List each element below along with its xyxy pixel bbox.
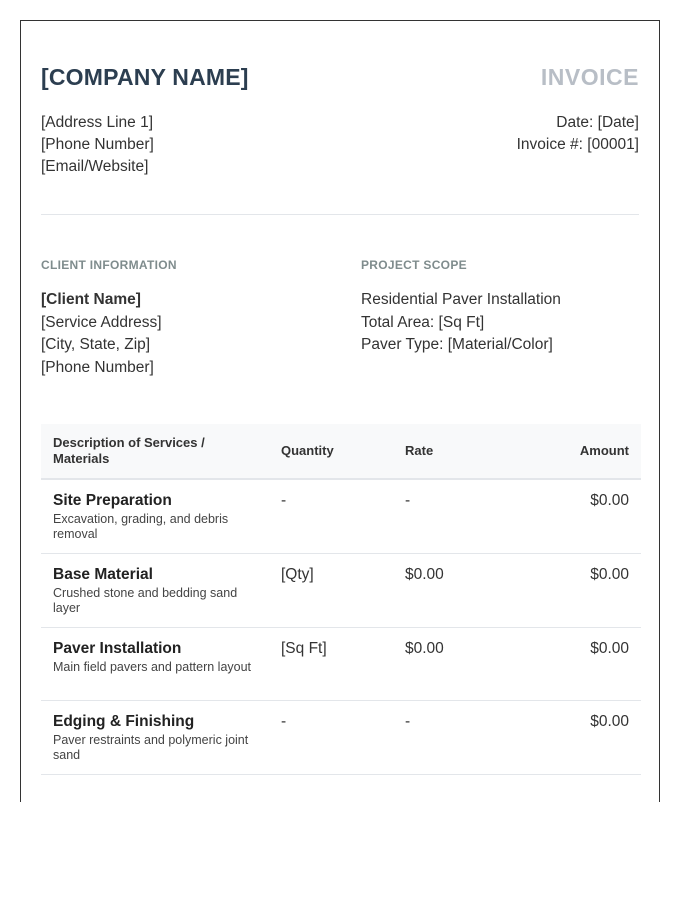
company-info xyxy=(41,112,154,178)
row-amount: $0.00 xyxy=(517,701,641,775)
invoice-title: INVOICE xyxy=(540,64,639,90)
row-description xyxy=(41,628,269,701)
company-address: [Address Line 1] xyxy=(41,114,154,131)
header-amount: Amount xyxy=(517,424,641,479)
row-description xyxy=(41,554,269,628)
row-quantity: [Sq Ft] xyxy=(269,628,393,701)
row-rate: $0.00 xyxy=(393,554,517,628)
company-phone: [Phone Number] xyxy=(41,136,154,153)
invoice-header xyxy=(41,64,639,94)
row-quantity: - xyxy=(269,479,393,554)
item-description: Crushed stone and bedding sand layer xyxy=(53,586,238,615)
header-quantity: Quantity xyxy=(269,424,393,479)
row-rate: - xyxy=(393,479,517,554)
invoice-meta xyxy=(517,112,639,156)
row-amount: $0.00 xyxy=(517,554,641,628)
table-row xyxy=(41,479,641,554)
project-scope-label: PROJECT SCOPE xyxy=(361,258,467,272)
item-name: Edging & Finishing xyxy=(53,713,195,730)
item-name: Base Material xyxy=(53,566,153,583)
client-city: [City, State, Zip] xyxy=(41,336,151,353)
client-address: [Service Address] xyxy=(41,313,162,331)
row-amount: $0.00 xyxy=(517,479,641,554)
item-name: Site Preparation xyxy=(53,492,172,509)
client-phone: [Phone Number] xyxy=(41,358,154,376)
header-divider xyxy=(41,214,639,215)
company-email: [Email/Website] xyxy=(41,158,149,175)
row-quantity: [Qty] xyxy=(269,554,393,628)
client-info-label: CLIENT INFORMATION xyxy=(41,258,177,272)
invoice-number: Invoice #: [00001] xyxy=(516,136,639,153)
row-quantity: - xyxy=(269,701,393,775)
item-description: Excavation, grading, and debris removal xyxy=(53,512,229,541)
scope-line-1: Residential Paver Installation xyxy=(361,291,561,308)
row-description xyxy=(41,479,269,554)
invoice-page xyxy=(20,20,660,802)
header-rate: Rate xyxy=(393,424,517,479)
client-info xyxy=(41,289,162,379)
header-description: Description of Services / Materials xyxy=(41,424,269,479)
table-header-row xyxy=(41,424,641,479)
row-rate: $0.00 xyxy=(393,628,517,701)
scope-line-3: Paver Type: [Material/Color] xyxy=(361,336,553,353)
item-name: Paver Installation xyxy=(53,640,182,657)
row-description xyxy=(41,701,269,775)
client-name: [Client Name] xyxy=(41,291,141,308)
row-rate: - xyxy=(393,701,517,775)
invoice-date: Date: [Date] xyxy=(556,114,639,131)
item-description: Paver restraints and polymeric joint sand xyxy=(53,733,249,762)
company-name: [COMPANY NAME] xyxy=(41,64,249,90)
item-description: Main field pavers and pattern layout xyxy=(53,660,252,674)
table-row xyxy=(41,628,641,701)
table-row xyxy=(41,554,641,628)
table-row xyxy=(41,701,641,775)
scope-line-2: Total Area: [Sq Ft] xyxy=(361,313,485,331)
project-scope xyxy=(361,289,561,357)
row-amount: $0.00 xyxy=(517,628,641,701)
line-items-table xyxy=(41,424,641,775)
